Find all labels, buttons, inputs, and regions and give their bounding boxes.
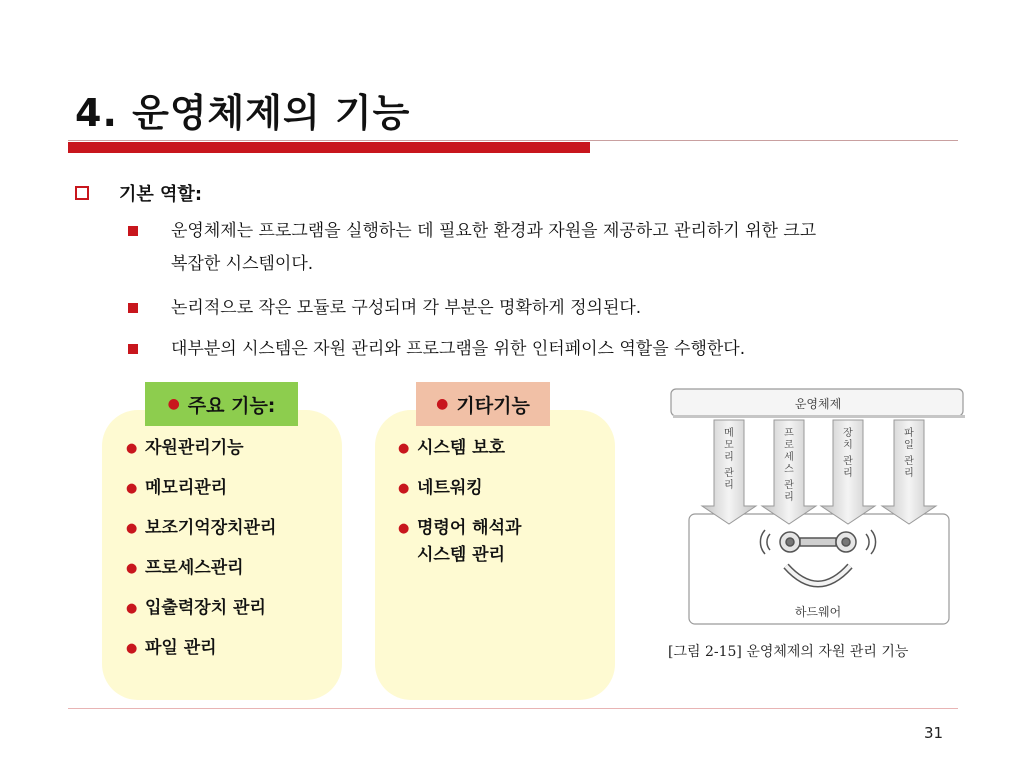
arrow-char: 파 — [904, 428, 914, 439]
page-title: 4. 운영체제의 기능 — [75, 91, 411, 135]
main-functions-list — [126, 435, 276, 675]
other-functions-tag — [416, 382, 550, 426]
bullet-text: 논리적으로 작은 모듈로 구성되며 각 부분은 명확하게 정의된다. — [171, 298, 642, 318]
hollow-square-bullet-icon — [75, 186, 89, 200]
arrow-char: 리 — [724, 480, 734, 491]
arrow-char: 관 — [724, 468, 734, 479]
bullet-item — [128, 215, 966, 281]
bullet-dot-icon: ● — [398, 521, 410, 536]
bullet-dot-icon: ● — [436, 396, 449, 412]
arrow-char: 치 — [843, 440, 853, 451]
list-item: ● 명령어 해석과 시스템 관리 — [398, 515, 521, 569]
arrow-char: 관 — [904, 456, 914, 467]
other-functions-label: 기타기능 — [456, 394, 530, 417]
square-bullet-icon — [128, 226, 138, 236]
section-heading — [75, 180, 202, 206]
bullet-text: 복잡한 시스템이다. — [171, 254, 314, 274]
bullet-dot-icon: ● — [126, 441, 138, 456]
hardware-label: 하드웨어 — [794, 605, 842, 619]
bullet-dot-icon: ● — [126, 481, 138, 496]
bullet-dot-icon: ● — [126, 641, 138, 656]
list-item: ● 파일 관리 — [126, 635, 276, 662]
arrow-char: 장 — [843, 428, 853, 439]
bullet-item — [128, 292, 966, 325]
list-item: ● 시스템 보호 — [398, 435, 521, 462]
list-item: ● 입출력장치 관리 — [126, 595, 276, 622]
list-item: ● 자원관리기능 — [126, 435, 276, 462]
bullet-dot-icon: ● — [126, 521, 138, 536]
bullet-text: 대부분의 시스템은 자원 관리와 프로그램을 위한 인터페이스 역할을 수행한다. — [171, 339, 746, 359]
page-number: 31 — [924, 724, 944, 742]
arrow-char: 관 — [784, 480, 794, 491]
bullet-dot-icon: ● — [126, 561, 138, 576]
arrow-char: 리 — [724, 452, 734, 463]
arrow-char: 모 — [724, 440, 734, 451]
list-item: ● 프로세스관리 — [126, 555, 276, 582]
bullet-dot-icon: ● — [126, 601, 138, 616]
arrow-char: 리 — [843, 468, 853, 479]
square-bullet-icon — [128, 344, 138, 354]
title-rule — [68, 140, 958, 141]
arrow-char: 리 — [784, 492, 794, 503]
section-heading-text: 기본 역할: — [119, 184, 203, 205]
arrow-char: 프 — [784, 428, 794, 439]
arrow-char: 관 — [843, 456, 853, 467]
square-bullet-icon — [128, 303, 138, 313]
bullet-dot-icon: ● — [398, 481, 410, 496]
arrow-char: 로 — [784, 440, 794, 451]
arrow-char: 스 — [784, 464, 794, 475]
arrow-char: 메 — [724, 428, 734, 439]
arrow-char: 일 — [904, 440, 914, 451]
list-item: ● 네트워킹 — [398, 475, 521, 502]
bullet-item — [128, 333, 966, 366]
os-bar-label: 운영체제 — [794, 397, 842, 411]
footer-rule — [68, 708, 958, 709]
other-functions-list — [398, 435, 521, 582]
figure-caption: [그림 2-15] 운영체제의 자원 관리 기능 — [668, 644, 909, 660]
main-functions-label: 주요 기능: — [187, 394, 276, 417]
bullet-dot-icon: ● — [398, 441, 410, 456]
arrow-char: 세 — [784, 452, 794, 463]
list-item: ● 메모리관리 — [126, 475, 276, 502]
os-resource-figure — [670, 388, 970, 628]
title-accent-bar — [68, 142, 590, 153]
list-item: ● 보조기억장치관리 — [126, 515, 276, 542]
bullet-dot-icon: ● — [167, 396, 180, 412]
main-functions-tag — [145, 382, 298, 426]
bullet-text: 운영체제는 프로그램을 실행하는 데 필요한 환경과 자원을 제공하고 관리하기 위한 크고 — [171, 221, 817, 241]
arrow-char: 리 — [904, 468, 914, 479]
